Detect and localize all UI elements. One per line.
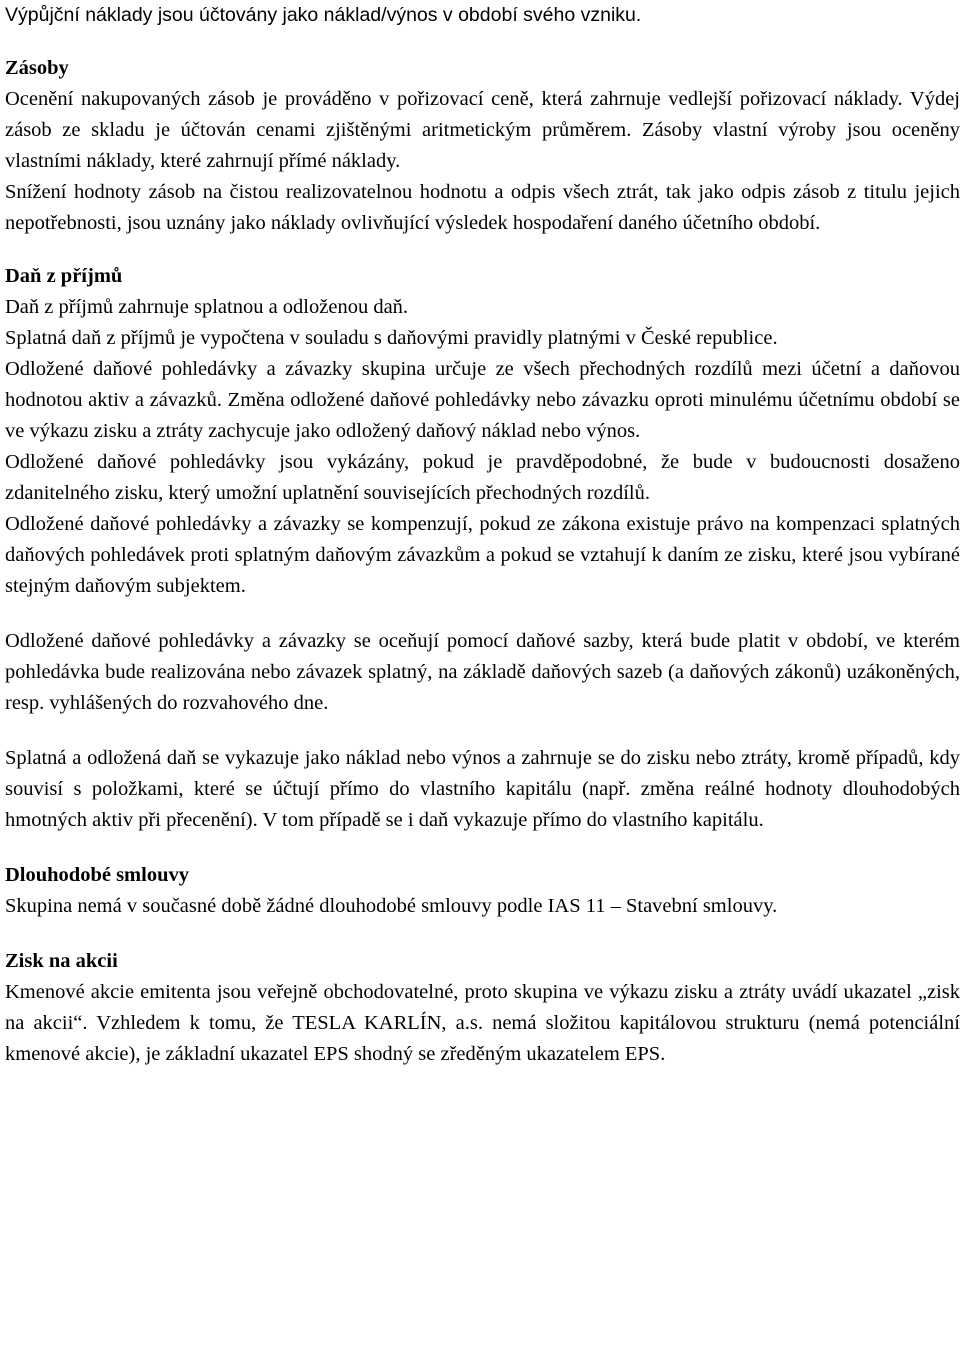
tax-recognition-paragraph: Splatná a odložená daň se vykazuje jako náklad nebo výnos a zahrnuje se do zisku nebo ztráty, kromě případů, kdy souvisí s položkami, které se účtují přímo do vlastního kapitálu (např. změna reálné hodnoty dlouhodobých hmotných aktiv při přecenění). V tom případě se i daň vykazuje přímo do vlastního kapitálu. <box>5 747 960 831</box>
document-page <box>5 0 960 1070</box>
inventory-heading: Zásoby <box>5 57 69 79</box>
deferred-tax-paragraph: Odložené daňové pohledávky a závazky skupina určuje ze všech přechodných rozdílů mezi účetní a daňovou hodnotou aktiv a závazků. Změna odložené daňové pohledávky nebo závazku oproti minulému účetnímu období se ve výkazu zisku a ztráty zachycuje jako odložený daňový náklad nebo výnos. <box>5 358 960 442</box>
income-tax-paragraph-2: Splatná daň z příjmů je vypočtena v souladu s daňovými pravidly platnými v České republice. <box>5 327 778 349</box>
earnings-per-share-paragraph: Kmenové akcie emitenta jsou veřejně obchodovatelné, proto skupina ve výkazu zisku a ztráty uvádí ukazatel „zisk na akcii“. Vzhledem k tomu, že TESLA KARLÍN, a.s. nemá složitou kapitálovou strukturu (nemá potenciální kmenové akcie), je základní ukazatel EPS shodný se zředěným ukazatelem EPS. <box>5 981 960 1065</box>
income-tax-heading: Daň z příjmů <box>5 265 123 287</box>
earnings-per-share-heading: Zisk na akcii <box>5 950 118 972</box>
long-term-contracts-heading: Dlouhodobé smlouvy <box>5 864 189 886</box>
inventory-impairment-paragraph: Snížení hodnoty zásob na čistou realizovatelnou hodnotu a odpis všech ztrát, tak jako odpis zásob z titulu jejich nepotřebnosti, jsou uznány jako náklady ovlivňující výsledek hospodaření daného účetního období. <box>5 181 960 234</box>
deferred-tax-rate-paragraph: Odložené daňové pohledávky a závazky se oceňují pomocí daňové sazby, která bude platit v období, ve kterém pohledávka bude realizována nebo závazek splatný, na základě daňových sazeb (a daňových zákonů) uzákoněných, resp. vyhlášených do rozvahového dne. <box>5 630 960 714</box>
spacer <box>5 719 960 743</box>
deferred-tax-offset-paragraph: Odložené daňové pohledávky a závazky se kompenzují, pokud ze zákona existuje právo na kompenzaci splatných daňových pohledávek proti splatným daňovým závazkům a pokud se vztahují k daním ze zisku, které jsou vybírané stejným daňovým subjektem. <box>5 513 960 597</box>
spacer <box>5 31 960 53</box>
borrowing-costs-paragraph: Výpůjční náklady jsou účtovány jako náklad/výnos v období svého vzniku. <box>5 4 642 26</box>
income-tax-paragraph-1: Daň z příjmů zahrnuje splatnou a odloženou daň. <box>5 296 409 318</box>
deferred-tax-assets-paragraph: Odložené daňové pohledávky jsou vykázány, pokud je pravděpodobné, že bude v budoucnosti dosaženo zdanitelného zisku, který umožní uplatnění souvisejících přechodných rozdílů. <box>5 451 960 504</box>
spacer <box>5 602 960 626</box>
long-term-contracts-paragraph: Skupina nemá v současné době žádné dlouhodobé smlouvy podle IAS 11 – Stavební smlouvy. <box>5 895 778 917</box>
inventory-valuation-paragraph: Ocenění nakupovaných zásob je prováděno v pořizovací ceně, která zahrnuje vedlejší pořizovací náklady. Výdej zásob ze skladu je účtován cenami zjištěnými aritmetickým průměrem. Zásoby vlastní výroby jsou oceněny vlastními náklady, které zahrnují přímé náklady. <box>5 88 960 172</box>
spacer <box>5 922 960 946</box>
spacer <box>5 836 960 860</box>
spacer <box>5 239 960 261</box>
